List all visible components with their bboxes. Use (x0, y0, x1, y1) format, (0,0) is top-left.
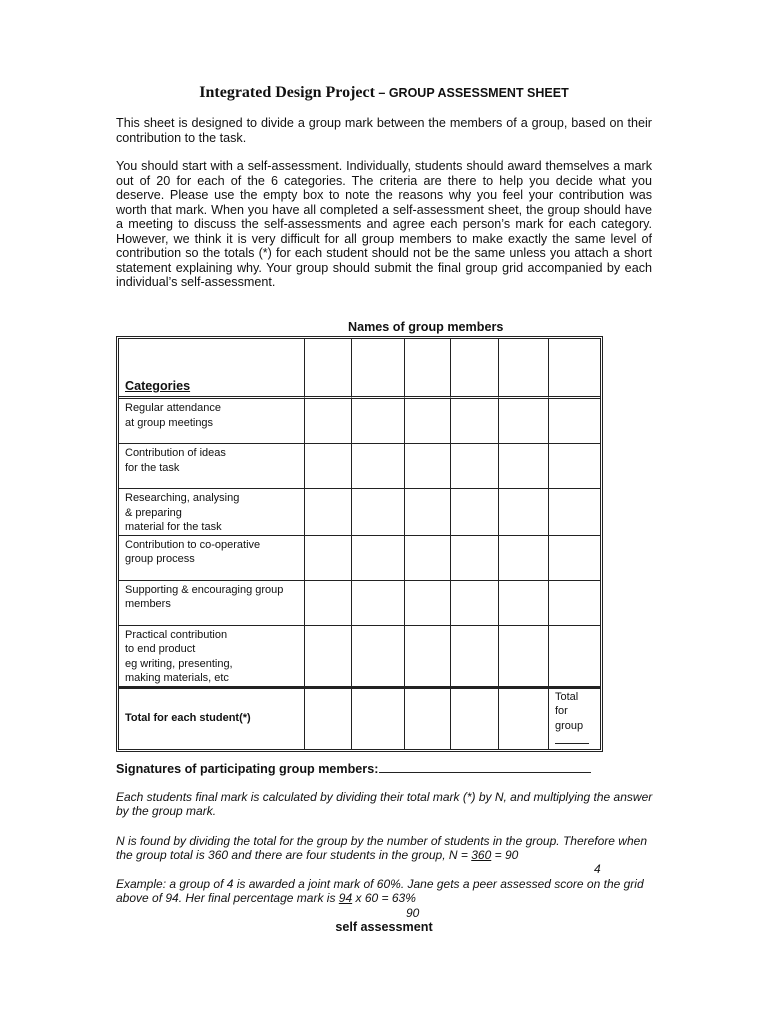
mark-cell[interactable] (499, 489, 549, 536)
category-label: Contribution to co-operative group process (119, 536, 305, 581)
project-title: Integrated Design Project (199, 84, 375, 101)
mark-cell[interactable] (549, 536, 600, 581)
mark-cell[interactable] (451, 581, 499, 626)
mark-cell[interactable] (305, 626, 352, 687)
member-name-cell-1[interactable] (305, 339, 352, 399)
mark-cell[interactable] (405, 626, 451, 687)
sheet-title: GROUP ASSESSMENT SHEET (388, 86, 569, 100)
mark-cell[interactable] (451, 444, 499, 489)
signature-line[interactable] (379, 760, 591, 773)
mark-cell[interactable] (305, 536, 352, 581)
category-label: Researching, analysing & preparing material for the task (119, 489, 305, 536)
category-label: Supporting & encouraging group members (119, 581, 305, 626)
document-title (0, 84, 768, 102)
mark-cell[interactable] (352, 536, 405, 581)
signatures-label: Signatures of participating group members: (116, 762, 379, 776)
mark-cell[interactable] (499, 626, 549, 687)
example-note: Example: a group of 4 is awarded a joint mark of 60%. Jane gets a peer assessed score on the grid above of 94. Her final percentage mark is 94 x 60 = 63% (116, 877, 644, 905)
mark-cell[interactable] (405, 444, 451, 489)
members-header: Names of group members (348, 320, 504, 334)
category-row (119, 489, 600, 536)
mark-cell[interactable] (499, 399, 549, 444)
mark-cell[interactable] (405, 536, 451, 581)
mark-cell[interactable] (499, 444, 549, 489)
mark-cell[interactable] (499, 536, 549, 581)
mark-cell[interactable] (352, 581, 405, 626)
mark-cell[interactable] (405, 489, 451, 536)
total-label: Total for each student(*) (119, 687, 305, 749)
category-row (119, 399, 600, 444)
member-name-cell-4[interactable] (451, 339, 499, 399)
mark-cell[interactable] (451, 399, 499, 444)
mark-cell[interactable] (305, 489, 352, 536)
categories-header: Categories (125, 379, 191, 393)
categories-header-cell (119, 339, 305, 399)
header-row (119, 339, 600, 399)
calculation-note: Each students final mark is calculated by dividing their total mark (*) by N, and multiplying the answer by the group mark. (116, 790, 653, 818)
mark-cell[interactable] (451, 489, 499, 536)
example-numerator: 94 (338, 891, 353, 905)
total-row (119, 687, 600, 749)
mark-cell[interactable] (305, 444, 352, 489)
mark-cell[interactable] (549, 626, 600, 687)
mark-cell[interactable] (305, 581, 352, 626)
title-separator: – (374, 86, 389, 100)
category-label: Practical contribution to end product eg writing, presenting, making materials, etc (119, 626, 305, 687)
mark-cell[interactable] (549, 399, 600, 444)
total-for-group-cell[interactable]: Total for group (549, 687, 600, 749)
member-name-cell-5[interactable] (499, 339, 549, 399)
member-name-cell-3[interactable] (405, 339, 451, 399)
mark-cell[interactable] (405, 581, 451, 626)
mark-cell[interactable] (352, 489, 405, 536)
mark-cell[interactable] (352, 444, 405, 489)
total-cell[interactable] (305, 687, 352, 749)
mark-cell[interactable] (549, 581, 600, 626)
footer-label: self assessment (335, 920, 433, 934)
category-row (119, 444, 600, 489)
category-row (119, 536, 600, 581)
assessment-grid (116, 336, 603, 752)
mark-cell[interactable] (451, 536, 499, 581)
group-total-blank[interactable] (555, 733, 589, 744)
total-cell[interactable] (352, 687, 405, 749)
mark-cell[interactable] (549, 489, 600, 536)
category-row (119, 626, 600, 687)
total-cell[interactable] (451, 687, 499, 749)
total-cell[interactable] (499, 687, 549, 749)
mark-cell[interactable] (549, 444, 600, 489)
n-numerator: 360 (471, 848, 492, 862)
mark-cell[interactable] (305, 399, 352, 444)
n-denominator: 4 (594, 862, 601, 876)
category-label: Regular attendance at group meetings (119, 399, 305, 444)
mark-cell[interactable] (352, 399, 405, 444)
intro-paragraph: This sheet is designed to divide a group mark between the members of a group, based on their contribution to the task. (116, 116, 652, 145)
category-label: Contribution of ideas for the task (119, 444, 305, 489)
mark-cell[interactable] (352, 626, 405, 687)
mark-cell[interactable] (451, 626, 499, 687)
instructions-paragraph: You should start with a self-assessment. Individually, students should award themselves a mark out of 20 for each of the 6 categories. The criteria are there to help you decide what you deserve. Please use the empty box to note the reasons why you feel your contribution was worth that mark. When you have all completed a self-assessment sheet, the group should have a meeting to discuss the self-assessments and agree each person’s mark for each category. However, we think it is very difficult for all group members to make exactly the same level of contribution so the totals (*) for each student should not be the same unless you attach a short statement explaining why. Your group should submit the final group grid accompanied by each individual’s self-assessment. (116, 159, 652, 289)
total-cell[interactable] (405, 687, 451, 749)
n-note: N is found by dividing the total for the group by the number of students in the group. Therefore when the group total is 360 and there are four students in the group, N = 360 = 90 (116, 834, 647, 862)
member-name-cell-6[interactable] (549, 339, 600, 399)
mark-cell[interactable] (405, 399, 451, 444)
signatures (116, 760, 591, 776)
mark-cell[interactable] (499, 581, 549, 626)
category-row (119, 581, 600, 626)
example-denominator: 90 (406, 906, 420, 920)
member-name-cell-2[interactable] (352, 339, 405, 399)
